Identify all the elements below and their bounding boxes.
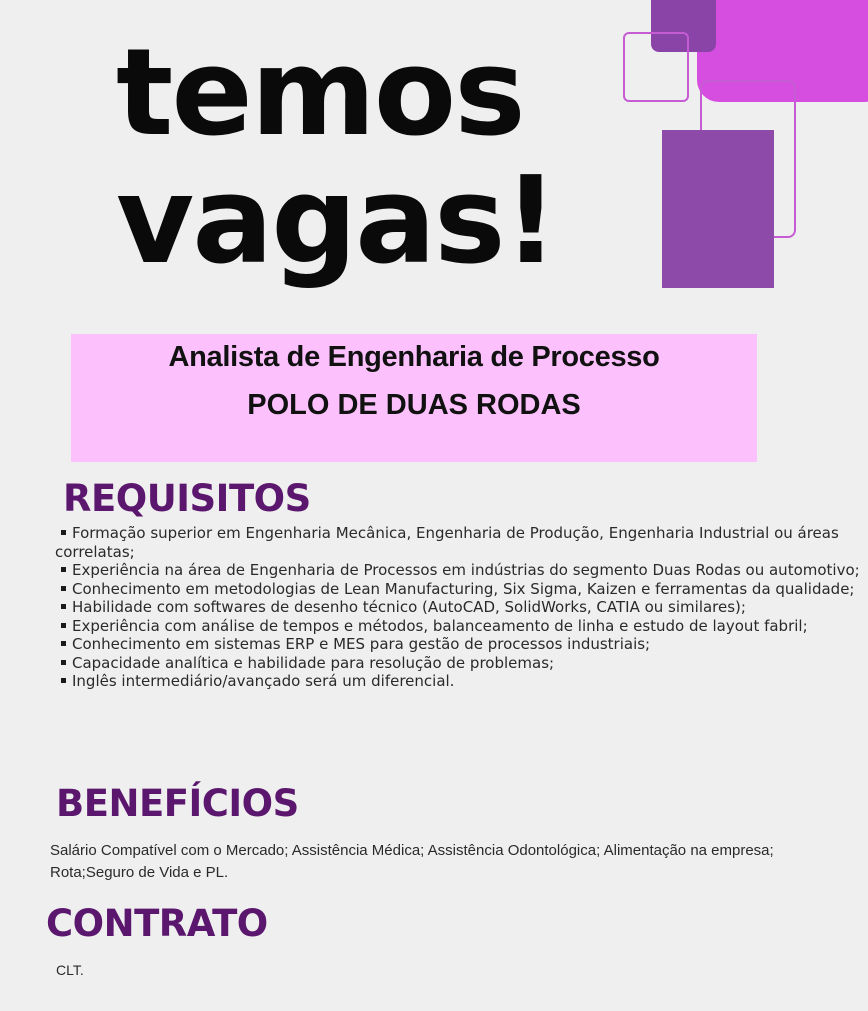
decorative-purple-square-main [662,130,774,288]
list-item: Habilidade com softwares de desenho técnico (AutoCAD, SolidWorks, CATIA ou similares); [55,598,860,617]
list-item: Capacidade analítica e habilidade para resolução de problemas; [55,654,860,673]
benefits-text [50,840,868,884]
bullet-icon [61,660,66,665]
bullet-icon [61,623,66,628]
list-item: Conhecimento em metodologias de Lean Manufacturing, Six Sigma, Kaizen e ferramentas da qualidade; [55,580,860,599]
contract-value: CLT. [56,962,84,978]
job-title-box [71,334,757,462]
bullet-icon [61,678,66,683]
contract-heading: CONTRATO [46,902,268,945]
benefits-line-2: Rota;Seguro de Vida e PL. [50,864,229,881]
requirements-list [55,524,860,691]
decorative-outline-square-small [623,32,689,102]
bullet-icon [61,567,66,572]
list-item: Inglês intermediário/avançado será um diferencial. [55,672,860,691]
benefits-line-1: Salário Compatível com o Mercado; Assistência Médica; Assistência Odontológica; Alimentação na empresa; [50,842,774,859]
headline [116,24,557,291]
list-item: Experiência com análise de tempos e métodos, balanceamento de linha e estudo de layout fabril; [55,617,860,636]
bullet-icon [61,586,66,591]
job-title: Analista de Engenharia de Processo [168,341,660,373]
bullet-icon [61,641,66,646]
job-location: POLO DE DUAS RODAS [247,389,581,421]
list-item: Formação superior em Engenharia Mecânica, Engenharia de Produção, Engenharia Industrial ou áreas correlatas; [55,524,839,561]
bullet-icon [61,604,66,609]
bullet-icon [61,530,66,535]
headline-line-1: temos [116,24,524,163]
list-item: Experiência na área de Engenharia de Processos em indústrias do segmento Duas Rodas ou automotivo; [55,561,860,580]
list-item: Conhecimento em sistemas ERP e MES para gestão de processos industriais; [55,635,860,654]
headline-line-2: vagas! [116,152,557,291]
requirements-heading: REQUISITOS [63,477,311,520]
benefits-heading: BENEFÍCIOS [56,782,299,825]
